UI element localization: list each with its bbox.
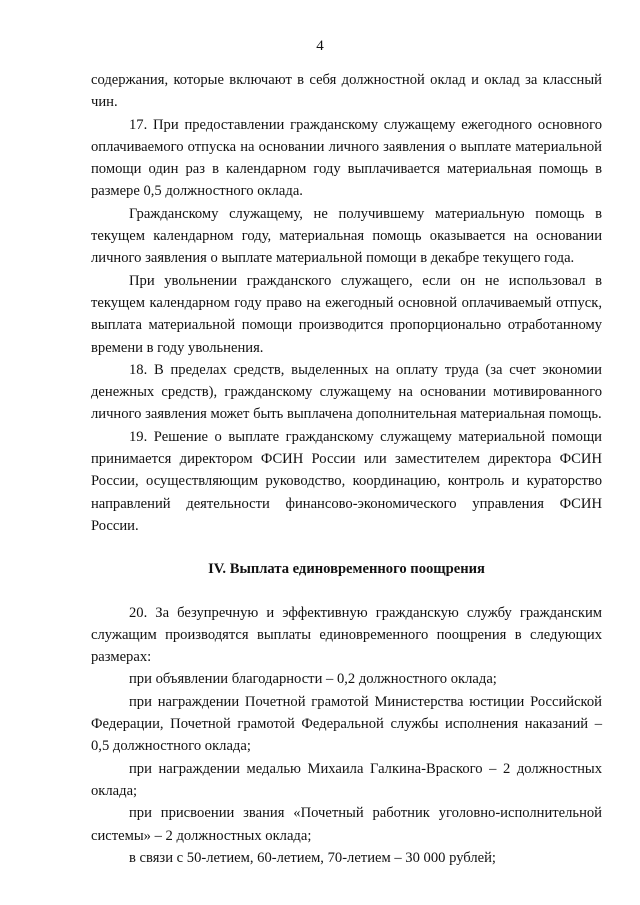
document-body <box>91 69 602 869</box>
paragraph-17-part-3: При увольнении гражданского служащего, если он не использовал в текущем календарном году право на ежегодный основной оплачиваемый отпуск, выплата материальной помощи производится пропорционально отработанному времени в году увольнения. <box>91 272 602 356</box>
section-heading: IV. Выплата единовременного поощрения <box>208 561 485 578</box>
paragraph-18: 18. В пределах средств, выделенных на оплату труда (за счет экономии денежных средств), гражданскому служащему на основании мотивированного личного заявления может быть выплачена дополнительная материальная помощь. <box>91 361 602 423</box>
paragraph-17: 17. При предоставлении гражданскому служащему ежегодного основного оплачиваемого отпуска на основании личного заявления о выплате материальной помощи один раз в календарном году выплачивается материальная помощь в размере 0,5 должностного оклада. <box>91 116 602 200</box>
list-item: при награждении медалью Михаила Галкина-Враского – 2 должностных оклада; <box>91 760 602 799</box>
list-item: при награждении Почетной грамотой Министерства юстиции Российской Федерации, Почетной грамотой Федеральной службы исполнения наказаний – 0,5 должностного оклада; <box>91 693 602 755</box>
paragraph-continuation: содержания, которые включают в себя должностной оклад и оклад за классный чин. <box>91 72 602 111</box>
paragraph-17-part-2: Гражданскому служащему, не получившему материальную помощь в текущем календарном году, материальная помощь оказывается на основании личного заявления о выплате материальной помощи в декабре текущего года. <box>91 205 602 267</box>
page-number: 4 <box>316 38 324 54</box>
list-item: в связи с 50-летием, 60-летием, 70-летием – 30 000 рублей; <box>129 849 496 866</box>
list-item: при объявлении благодарности – 0,2 должностного оклада; <box>129 671 497 688</box>
list-item: при присвоении звания «Почетный работник уголовно-исполнительной системы» – 2 должностных оклада; <box>91 805 602 844</box>
paragraph-20: 20. За безупречную и эффективную гражданскую службу гражданским служащим производятся выплаты единовременного поощрения в следующих размерах: <box>91 604 602 666</box>
paragraph-19: 19. Решение о выплате гражданскому служащему материальной помощи принимается директором ФСИН России или заместителем директора ФСИН России, осуществляющим руководство, координацию, контроль и кураторство направлений деятельности финансово-экономического управления ФСИН России. <box>91 428 602 534</box>
